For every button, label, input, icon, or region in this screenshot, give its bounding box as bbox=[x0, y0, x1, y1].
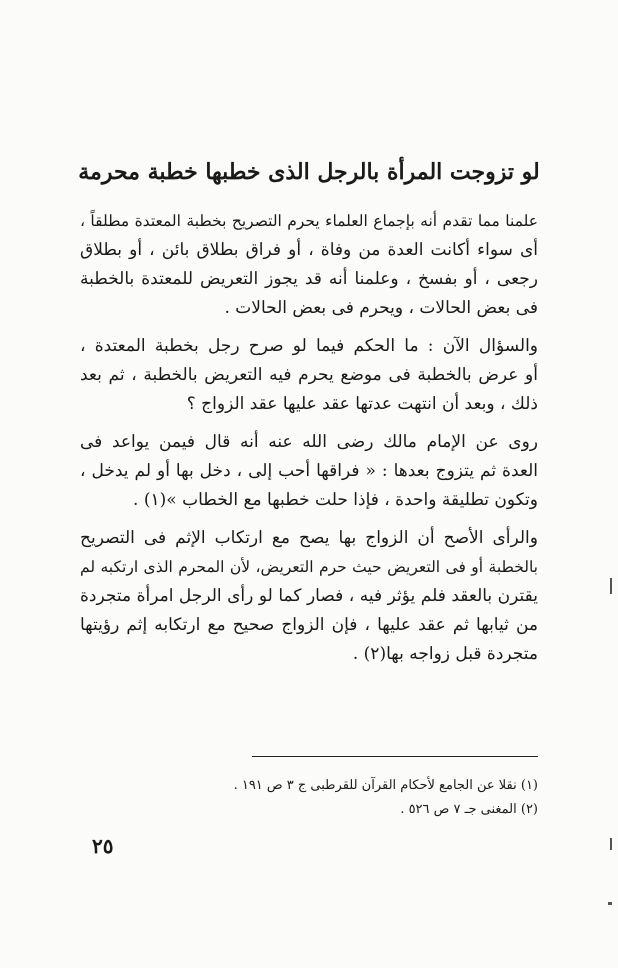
text-line: والرأى الأصح أن الزواج بها يصح مع ارتكاب الإثم فى التصريح bbox=[80, 528, 538, 548]
margin-mark bbox=[608, 902, 612, 905]
text-line: وتكون تطليقة واحدة ، فإذا حلت خطبها مع الخطاب »(١) . bbox=[133, 490, 538, 510]
text-line: ذلك ، وبعد أن انتهت عدتها عقد عليها عقد الزواج ؟ bbox=[186, 394, 538, 414]
text-line: روى عن الإمام مالك رضى الله عنه أنه قال فيمن يواعد فى bbox=[80, 432, 538, 452]
footnotes bbox=[138, 774, 538, 822]
text-line: رجعى ، أو بفسخ ، وعلمنا أنه قد يجوز التعريض للمعتدة بالخطبة bbox=[80, 269, 538, 289]
text-line: فى بعض الحالات ، ويحرم فى بعض الحالات . bbox=[224, 298, 538, 318]
footnote-1: (١) نقلا عن الجامع لأحكام القرآن للقرطبى ج ٣ ص ١٩١ . bbox=[233, 778, 538, 793]
margin-mark bbox=[610, 838, 612, 850]
text-line: متجردة قبل زواجه بها(٢) . bbox=[352, 644, 538, 664]
text-line: العدة ثم يتزوج بعدها : « فراقها أحب إلى ، دخل بها أو لم يدخل ، bbox=[80, 461, 538, 481]
footnote-divider bbox=[252, 756, 538, 757]
paragraph-4 bbox=[80, 524, 538, 669]
paragraph-3 bbox=[80, 428, 538, 515]
paragraph-1 bbox=[80, 207, 538, 323]
text-line: بالخطبة أو فى التعريض حيث حرم التعريض، لأن المحرم الذى ارتكبه لم bbox=[80, 558, 538, 576]
text-line: أى سواء أكانت العدة من وفاة ، أو فراق بطلاق بائن ، أو بطلاق bbox=[80, 240, 538, 260]
text-line: أو عرض بالخطبة فى موضع يحرم فيه التعريض بالخطبة ، ثم بعد bbox=[80, 365, 538, 385]
text-line: علمنا مما تقدم أنه بإجماع العلماء يحرم التصريح بخطبة المعتدة مطلقاً ، bbox=[80, 212, 538, 230]
paragraph-2 bbox=[80, 332, 538, 419]
page-number: ٢٥ bbox=[92, 834, 114, 858]
body-text bbox=[80, 207, 538, 678]
margin-mark bbox=[610, 578, 612, 594]
footnote-2: (٢) المغنى جـ ٧ ص ٥٢٦ . bbox=[400, 802, 538, 817]
text-line: والسؤال الآن : ما الحكم فيما لو صرح رجل بخطبة المعتدة ، bbox=[80, 336, 538, 356]
section-title: لو تزوجت المرأة بالرجل الذى خطبها خطبة محرمة bbox=[78, 159, 540, 185]
text-line: يقترن بالعقد فلم يؤثر فيه ، فصار كما لو رأى الرجل امرأة متجردة bbox=[80, 586, 538, 606]
text-line: من ثيابها ثم عقد عليها ، فإن الزواج صحيح مع ارتكابه إثم رؤيتها bbox=[80, 615, 538, 635]
